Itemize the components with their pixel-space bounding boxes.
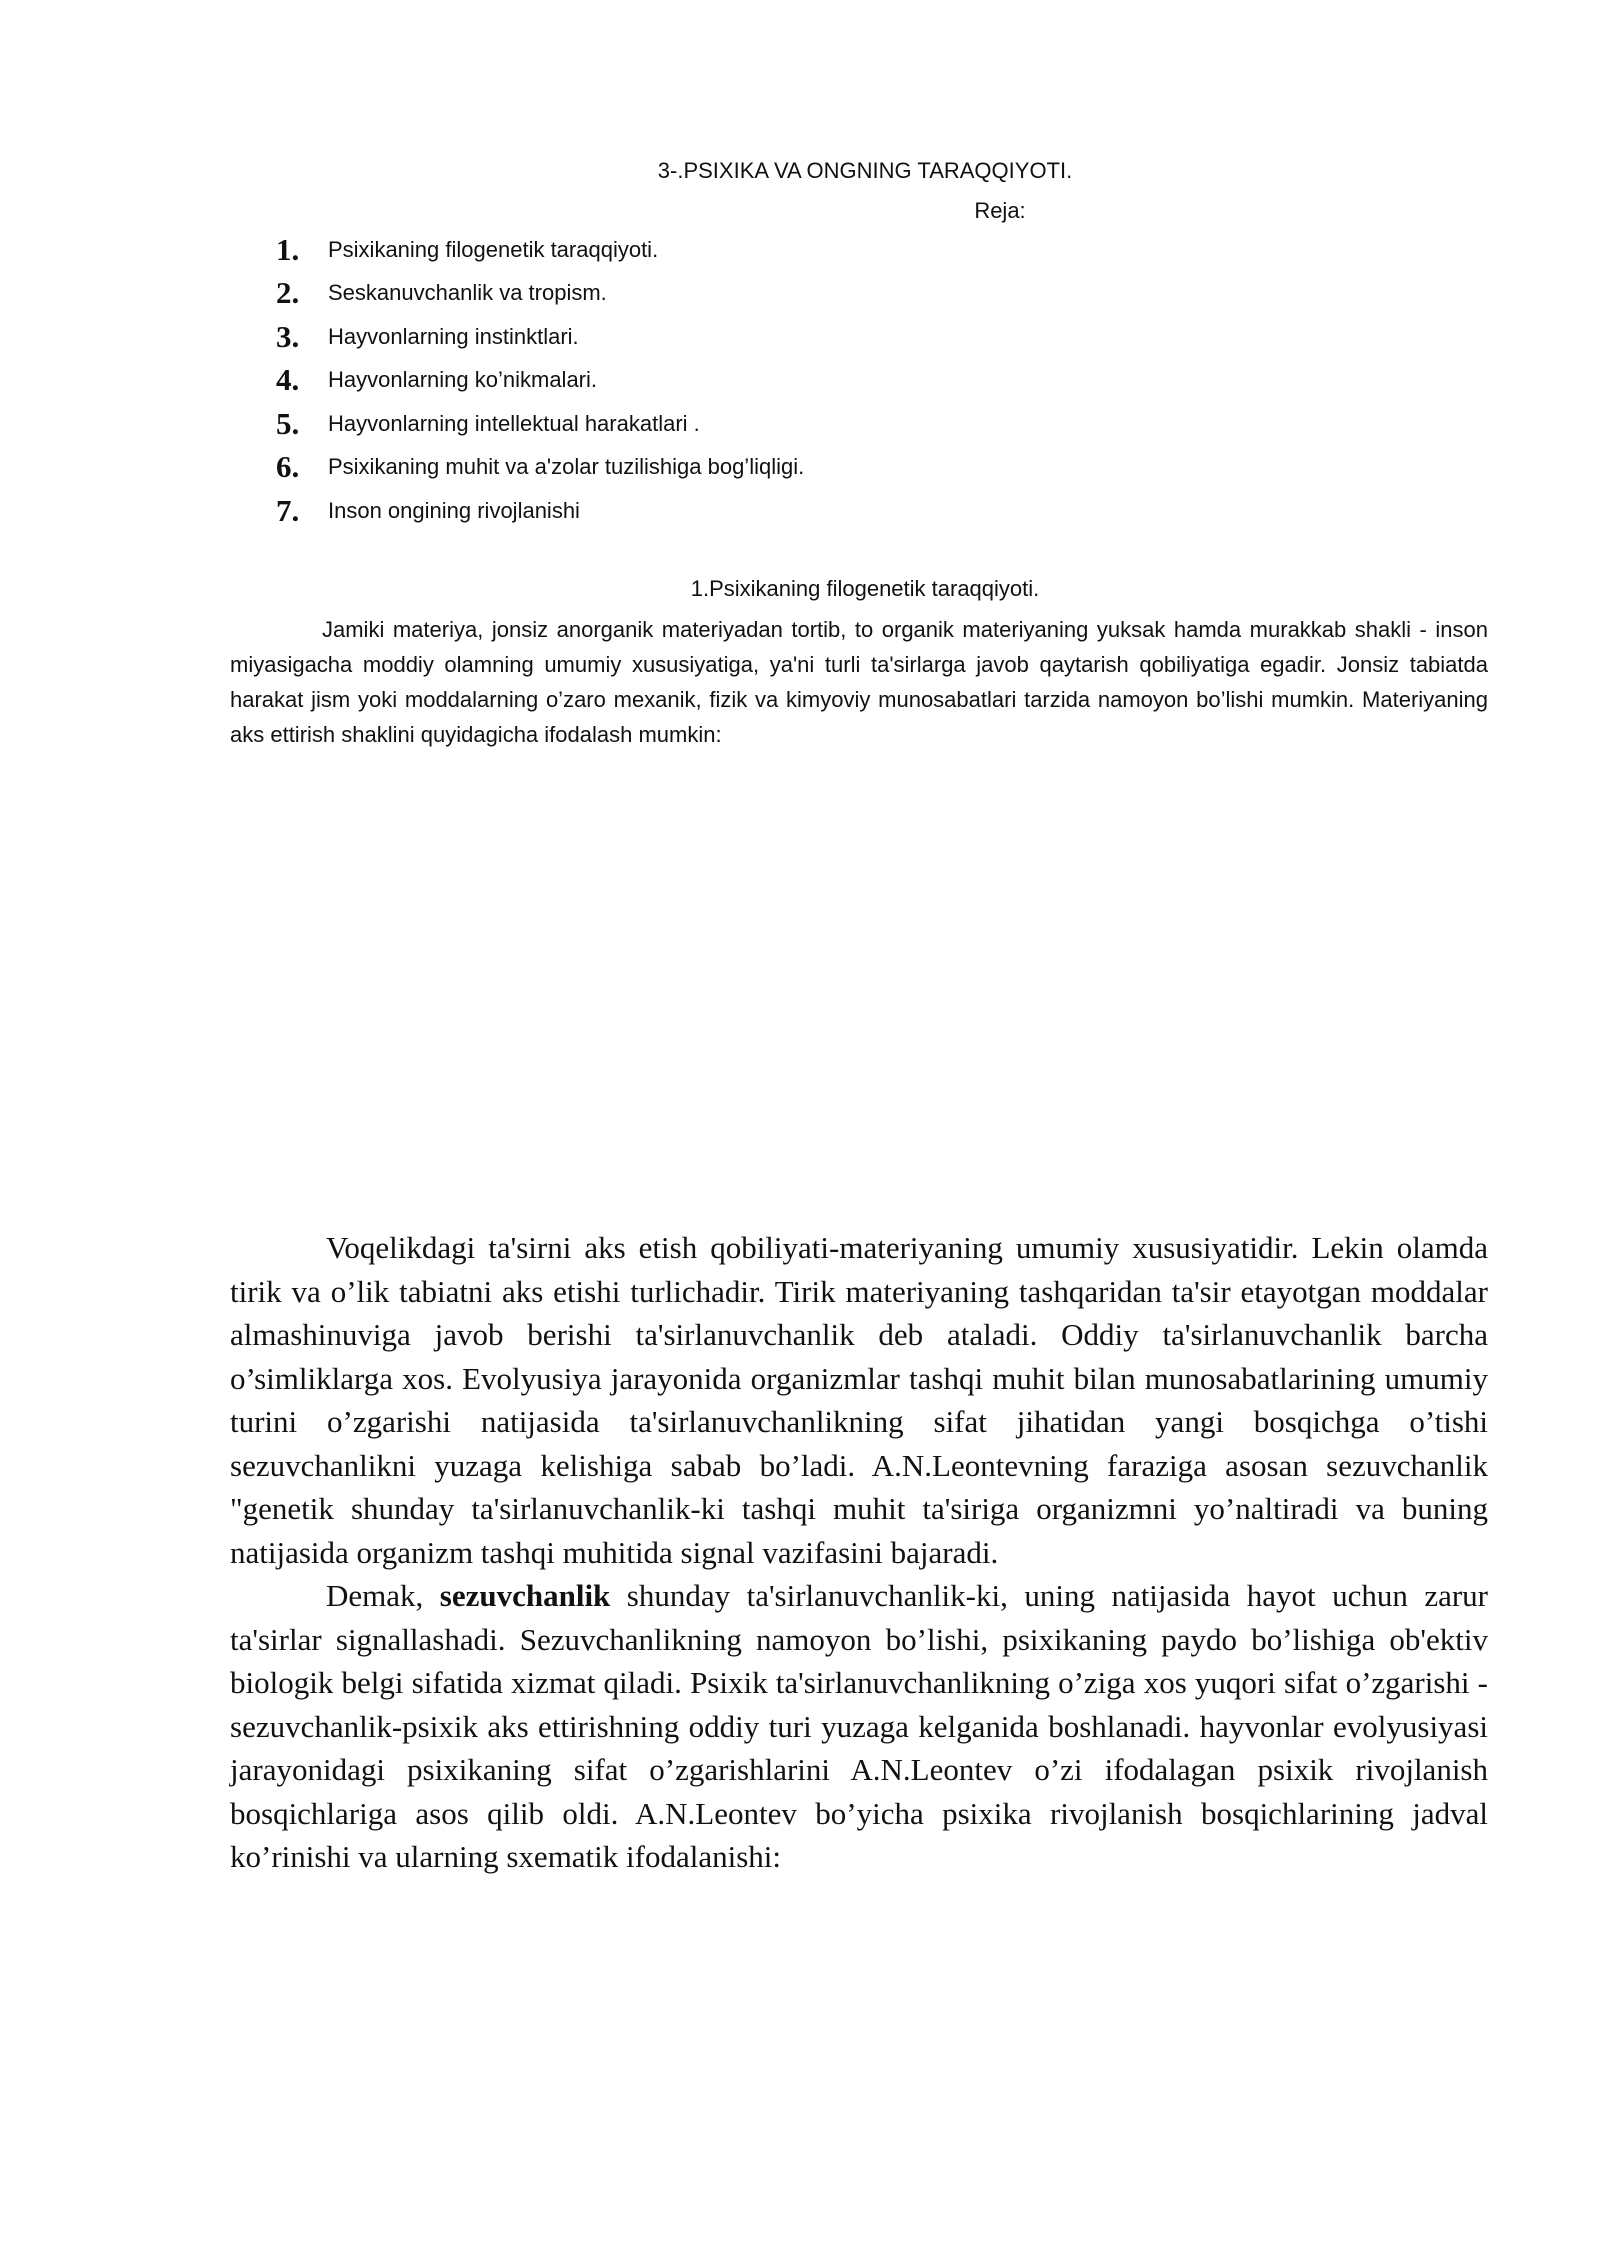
plan-item-text: Inson ongining rivojlanishi (328, 497, 580, 523)
section-title: 1.Psixikaning filogenetik taraqqiyoti. (690, 576, 1040, 601)
plan-item-number: 7. (276, 492, 300, 528)
plan-item-number: 6. (276, 449, 300, 485)
plan-item-text: Hayvonlarning instinktlari. (328, 323, 579, 349)
body-paragraph-rest: shunday ta'sirlanuvchanlik-ki, uning natijasida hayot uchun zarur ta'sirlar signallashadi. Sezuvchanlikning namoyon bo’lishi, psixikaning paydo bo’lishiga ob'ektiv biologik belgi sifatida xizmat qiladi. Psixik ta'sirlanuvchanlikning o’ziga xos yuqori sifat o’zgarishi -sezuvchanlik-psixik aks ettirishning oddiy turi yuzaga kelganida boshlanadi. hayvonlar evolyusiyasi jarayonidagi psixikaning sifat o’zgarishlarini A.N.Leontev o’zi ifodalagan psixik rivojlanish bosqichlariga asos qilib oldi. A.N.Leontev bo’yicha psixika rivojlanish bosqichlarining jadval ko’rinishi va ularning sxematik ifodalanishi: (230, 1578, 1488, 1874)
chapter-title: 3-.PSIXIKA VA ONGNING TARAQQIYOTI. (657, 158, 1073, 183)
plan-item-text: Hayvonlarning ko’nikmalari. (328, 367, 598, 393)
body-paragraph (230, 1574, 1488, 1879)
intro-paragraph: Jamiki materiya, jonsiz anorganik materiyadan tortib, to organik materiyaning yuksak hamda murakkab shakli - inson miyasigacha moddiy olamning umumiy xususiyatiga, ya'ni turli ta'sirlarga javob qaytarish qobiliyatiga egadir. Jonsiz tabiatda harakat jism yoki moddalarning o’zaro mexanik, fizik va kimyoviy munosabatlari tarzida namoyon bo’lishi mumkin. Materiyaning aks ettirish shaklini quyidagicha ifodalash mumkin: (230, 617, 1488, 747)
plan-item-text: Psixikaning filogenetik taraqqiyoti. (328, 236, 659, 262)
plan-item-number: 2. (276, 275, 300, 311)
plan-item (276, 228, 1176, 272)
body-paragraph-lead: Demak, (326, 1578, 440, 1613)
plan-item (276, 489, 1176, 533)
plan-item (276, 402, 1176, 446)
body-text (230, 1226, 1488, 1879)
plan-item-number: 5. (276, 405, 300, 441)
plan-item (276, 315, 1176, 359)
plan-item (276, 446, 1176, 490)
plan-item-text: Psixikaning muhit va a'zolar tuzilishiga bog’liqligi. (328, 454, 805, 480)
plan-item-number: 1. (276, 231, 300, 267)
plan-list (276, 228, 1176, 533)
plan-label: Reja: (974, 198, 1026, 223)
key-term: sezuvchanlik (439, 1578, 611, 1613)
plan-item-number: 3. (276, 318, 300, 354)
body-paragraph: Voqelikdagi ta'sirni aks etish qobiliyati-materiyaning umumiy xususiyatidir. Lekin olamda tirik va o’lik tabiatni aks etishi turlichadir. Tirik materiyaning tashqaridan ta'sir etayotgan moddalar almashinuviga javob berishi ta'sirlanuvchanlik deb ataladi. Oddiy ta'sirlanuvchanlik barcha o’simliklarga xos. Evolyusiya jarayonida organizmlar tashqi muhit bilan munosabatlarining umumiy turini o’zgarishi natijasida ta'sirlanuvchanlikning sifat jihatidan yangi bosqichga o’tishi sezuvchanlikni yuzaga kelishiga sabab bo’ladi. A.N.Leontevning faraziga asosan sezuvchanlik "genetik shunday ta'sirlanuvchanlik-ki tashqi muhit ta'siriga organizmni yo’naltiradi va buning natijasida organizm tashqi muhitida signal vazifasini bajaradi. (230, 1230, 1488, 1570)
plan-item-text: Seskanuvchanlik va tropism. (328, 280, 607, 306)
plan-item (276, 272, 1176, 316)
plan-item (276, 359, 1176, 403)
plan-item-number: 4. (276, 362, 300, 398)
plan-item-text: Hayvonlarning intellektual harakatlari . (328, 410, 700, 436)
